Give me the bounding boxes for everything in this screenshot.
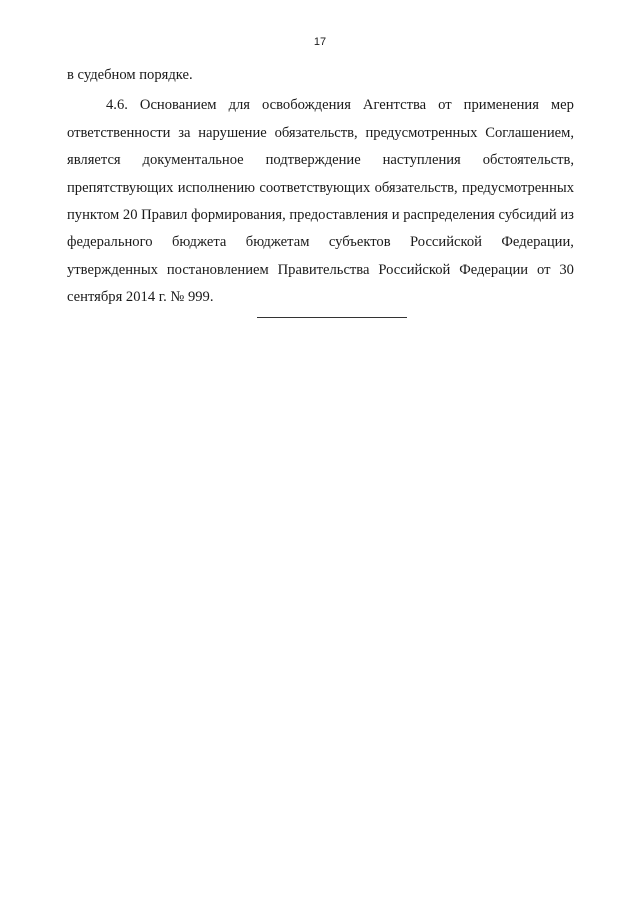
paragraph-4-6-line-1 — [106, 96, 574, 115]
word: Основанием — [139, 97, 217, 113]
word: субъектов — [328, 234, 391, 250]
paragraph-4-6-line-7 — [67, 261, 574, 280]
word: Соглашением, — [485, 125, 574, 141]
word: бюджетам — [245, 234, 310, 250]
word: Федерации, — [501, 234, 574, 250]
word: от — [438, 97, 452, 113]
paragraph-4-6-line-5: пунктом 20 Правил формирования, предоставления и распределения субсидий из — [67, 207, 574, 223]
word: обстоятельств, — [482, 152, 574, 168]
word: соответствующих — [259, 180, 371, 196]
word: документальное — [142, 152, 244, 168]
page-number: 17 — [313, 36, 327, 48]
word: наступления — [382, 152, 461, 168]
word: бюджета — [171, 234, 227, 250]
word: подтверждение — [265, 152, 361, 168]
paragraph-4-6-line-2 — [67, 124, 574, 143]
word: мер — [550, 97, 574, 113]
text-line-1: в судебном порядке. — [67, 67, 193, 83]
paragraph-4-6-line-4 — [67, 179, 574, 198]
word: нарушение — [198, 125, 267, 141]
word: Российской — [378, 262, 451, 278]
word: за — [178, 125, 191, 141]
word: от — [537, 262, 551, 278]
word: обязательств, — [274, 125, 358, 141]
word: 30 — [559, 262, 574, 278]
word: Российской — [410, 234, 482, 250]
word: обязательств, — [374, 180, 458, 196]
end-of-text-divider — [257, 317, 407, 318]
word: применения — [463, 97, 539, 113]
word: для — [228, 97, 250, 113]
word: Федерации — [459, 262, 529, 278]
word: федерального — [67, 234, 153, 250]
word: постановлением — [166, 262, 269, 278]
word: препятствующих — [67, 180, 174, 196]
paragraph-4-6-line-8: сентября 2014 г. № 999. — [67, 289, 214, 305]
word: освобождения — [262, 97, 351, 113]
word: 4.6. — [106, 97, 128, 113]
word: предусмотренных — [462, 180, 574, 196]
word: ответственности — [67, 125, 171, 141]
word: предусмотренных — [365, 125, 478, 141]
paragraph-4-6-line-6 — [67, 233, 574, 252]
word: утвержденных — [67, 262, 158, 278]
word: является — [67, 152, 121, 168]
paragraph-4-6-line-3 — [67, 151, 574, 170]
word: Правительства — [277, 262, 370, 278]
word: Агентства — [362, 97, 427, 113]
word: исполнению — [177, 180, 256, 196]
